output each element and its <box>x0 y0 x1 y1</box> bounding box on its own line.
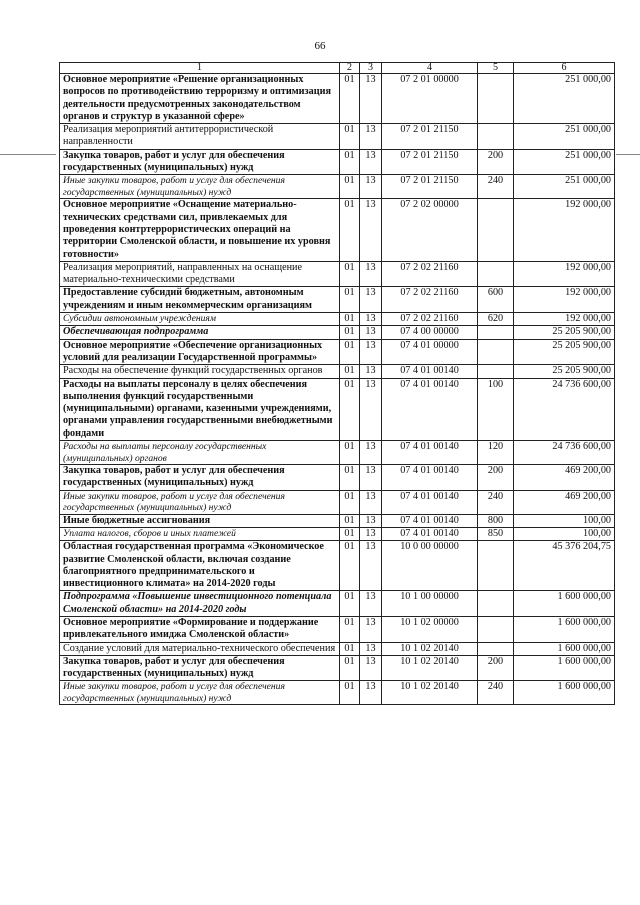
row-expense-type <box>478 124 514 150</box>
row-subsection: 13 <box>360 514 382 527</box>
row-amount: 469 200,00 <box>514 465 615 491</box>
row-target-code: 07 2 02 21160 <box>382 261 478 287</box>
row-section: 01 <box>340 124 360 150</box>
row-section: 01 <box>340 175 360 199</box>
table-row <box>60 591 615 617</box>
row-expense-type <box>478 642 514 655</box>
row-subsection: 13 <box>360 441 382 465</box>
table-row <box>60 681 615 705</box>
row-section: 01 <box>340 339 360 365</box>
table-row <box>60 339 615 365</box>
row-target-code: 07 4 01 00140 <box>382 527 478 540</box>
row-amount: 251 000,00 <box>514 175 615 199</box>
row-target-code: 07 4 01 00140 <box>382 465 478 491</box>
row-name: Закупка товаров, работ и услуг для обеспечения государственных (муниципальных) нужд <box>60 465 340 491</box>
row-name: Реализация мероприятий антитеррористической направленности <box>60 124 340 150</box>
row-name: Областная государственная программа «Экономическое развитие Смоленской области, включая создание благоприятного предпринимательского и инвестиционного климата» на 2014-2020 годы <box>60 541 340 591</box>
row-name: Иные закупки товаров, работ и услуг для обеспечения государственных (муниципальных) нужд <box>60 681 340 705</box>
row-target-code: 07 2 02 21160 <box>382 287 478 313</box>
row-expense-type <box>478 74 514 124</box>
row-section: 01 <box>340 465 360 491</box>
table-row <box>60 287 615 313</box>
scan-artifact-right <box>616 154 640 155</box>
row-name: Иные бюджетные ассигнования <box>60 514 340 527</box>
table-row <box>60 175 615 199</box>
row-name: Иные закупки товаров, работ и услуг для обеспечения государственных (муниципальных) нужд <box>60 490 340 514</box>
row-expense-type: 200 <box>478 655 514 681</box>
row-name: Предоставление субсидий бюджетным, автономным учреждениям и иным некоммерческим организациям <box>60 287 340 313</box>
row-expense-type <box>478 199 514 261</box>
row-subsection: 13 <box>360 313 382 326</box>
row-section: 01 <box>340 490 360 514</box>
row-amount: 1 600 000,00 <box>514 591 615 617</box>
row-target-code: 10 0 00 00000 <box>382 541 478 591</box>
table-row <box>60 655 615 681</box>
row-amount: 25 205 900,00 <box>514 339 615 365</box>
row-section: 01 <box>340 441 360 465</box>
row-name: Расходы на выплаты персоналу государственных (муниципальных) органов <box>60 441 340 465</box>
row-target-code: 07 4 01 00140 <box>382 441 478 465</box>
row-section: 01 <box>340 591 360 617</box>
row-section: 01 <box>340 261 360 287</box>
row-name: Субсидии автономным учреждениям <box>60 313 340 326</box>
table-row <box>60 541 615 591</box>
row-expense-type: 240 <box>478 490 514 514</box>
row-amount: 25 205 900,00 <box>514 326 615 339</box>
row-subsection: 13 <box>360 465 382 491</box>
row-name: Создание условий для материально-технического обеспечения <box>60 642 340 655</box>
row-amount: 192 000,00 <box>514 313 615 326</box>
row-section: 01 <box>340 616 360 642</box>
row-amount: 25 205 900,00 <box>514 365 615 378</box>
row-target-code: 07 2 02 00000 <box>382 199 478 261</box>
row-subsection: 13 <box>360 642 382 655</box>
table-row <box>60 514 615 527</box>
row-expense-type <box>478 591 514 617</box>
row-target-code: 10 1 02 20140 <box>382 642 478 655</box>
row-subsection: 13 <box>360 681 382 705</box>
row-subsection: 13 <box>360 527 382 540</box>
table-row <box>60 527 615 540</box>
table-row <box>60 313 615 326</box>
row-amount: 45 376 204,75 <box>514 541 615 591</box>
budget-table <box>59 62 615 705</box>
row-target-code: 07 4 01 00140 <box>382 378 478 440</box>
row-section: 01 <box>340 514 360 527</box>
row-subsection: 13 <box>360 541 382 591</box>
row-target-code: 07 2 01 21150 <box>382 124 478 150</box>
table-row <box>60 199 615 261</box>
table-body <box>60 74 615 705</box>
table-row <box>60 616 615 642</box>
row-expense-type: 200 <box>478 465 514 491</box>
header-col-3: 3 <box>360 63 382 74</box>
header-col-5: 5 <box>478 63 514 74</box>
row-section: 01 <box>340 365 360 378</box>
row-expense-type: 240 <box>478 175 514 199</box>
table-row <box>60 378 615 440</box>
row-subsection: 13 <box>360 149 382 175</box>
row-name: Основное мероприятие «Формирование и поддержание привлекательного имиджа Смоленской области» <box>60 616 340 642</box>
row-subsection: 13 <box>360 326 382 339</box>
row-amount: 1 600 000,00 <box>514 616 615 642</box>
row-target-code: 07 2 02 21160 <box>382 313 478 326</box>
row-name: Основное мероприятие «Оснащение материально-технических средствами сил, привлекаемых для проведения контртеррористических операций на территории Смоленской области, и повышение их уровня готовности» <box>60 199 340 261</box>
row-target-code: 07 4 01 00140 <box>382 514 478 527</box>
row-expense-type: 240 <box>478 681 514 705</box>
row-subsection: 13 <box>360 365 382 378</box>
row-name: Основное мероприятие «Решение организационных вопросов по противодействию терроризму и оптимизация деятельности предусмотренных законодательством органов и структур в указанной сфере» <box>60 74 340 124</box>
row-amount: 192 000,00 <box>514 261 615 287</box>
row-section: 01 <box>340 378 360 440</box>
row-target-code: 07 2 01 21150 <box>382 149 478 175</box>
table-row <box>60 261 615 287</box>
row-name: Подпрограмма «Повышение инвестиционного потенциала Смоленской области» на 2014-2020 годы <box>60 591 340 617</box>
row-amount: 251 000,00 <box>514 124 615 150</box>
row-subsection: 13 <box>360 339 382 365</box>
row-name: Иные закупки товаров, работ и услуг для обеспечения государственных (муниципальных) нужд <box>60 175 340 199</box>
row-amount: 1 600 000,00 <box>514 642 615 655</box>
row-amount: 24 736 600,00 <box>514 441 615 465</box>
row-expense-type <box>478 339 514 365</box>
row-amount: 100,00 <box>514 514 615 527</box>
row-name: Расходы на обеспечение функций государственных органов <box>60 365 340 378</box>
row-expense-type: 120 <box>478 441 514 465</box>
row-expense-type: 600 <box>478 287 514 313</box>
table-row <box>60 124 615 150</box>
row-expense-type <box>478 616 514 642</box>
row-subsection: 13 <box>360 655 382 681</box>
row-amount: 1 600 000,00 <box>514 681 615 705</box>
table-row <box>60 490 615 514</box>
row-name: Реализация мероприятий, направленных на оснащение материально-техническими средствами <box>60 261 340 287</box>
row-subsection: 13 <box>360 378 382 440</box>
row-subsection: 13 <box>360 591 382 617</box>
row-subsection: 13 <box>360 616 382 642</box>
row-expense-type: 200 <box>478 149 514 175</box>
row-subsection: 13 <box>360 287 382 313</box>
row-amount: 251 000,00 <box>514 74 615 124</box>
row-target-code: 10 1 02 00000 <box>382 616 478 642</box>
row-target-code: 07 4 01 00000 <box>382 339 478 365</box>
scan-artifact-left <box>0 154 56 155</box>
row-section: 01 <box>340 313 360 326</box>
row-subsection: 13 <box>360 199 382 261</box>
row-name: Основное мероприятие «Обеспечение организационных условий для реализации Государственной программы» <box>60 339 340 365</box>
header-col-1: 1 <box>60 63 340 74</box>
row-amount: 1 600 000,00 <box>514 655 615 681</box>
row-target-code: 07 4 01 00140 <box>382 490 478 514</box>
row-amount: 192 000,00 <box>514 199 615 261</box>
row-section: 01 <box>340 541 360 591</box>
row-amount: 192 000,00 <box>514 287 615 313</box>
row-name: Обеспечивающая подпрограмма <box>60 326 340 339</box>
row-subsection: 13 <box>360 261 382 287</box>
row-section: 01 <box>340 74 360 124</box>
row-target-code: 10 1 02 20140 <box>382 655 478 681</box>
row-target-code: 07 2 01 00000 <box>382 74 478 124</box>
row-name: Закупка товаров, работ и услуг для обеспечения государственных (муниципальных) нужд <box>60 655 340 681</box>
page-number: 66 <box>314 40 326 52</box>
row-subsection: 13 <box>360 124 382 150</box>
row-section: 01 <box>340 681 360 705</box>
row-section: 01 <box>340 287 360 313</box>
row-name: Закупка товаров, работ и услуг для обеспечения государственных (муниципальных) нужд <box>60 149 340 175</box>
table-row <box>60 149 615 175</box>
row-amount: 24 736 600,00 <box>514 378 615 440</box>
row-subsection: 13 <box>360 490 382 514</box>
row-target-code: 07 4 00 00000 <box>382 326 478 339</box>
row-section: 01 <box>340 199 360 261</box>
row-expense-type <box>478 541 514 591</box>
row-name: Уплата налогов, сборов и иных платежей <box>60 527 340 540</box>
row-expense-type <box>478 326 514 339</box>
table-row <box>60 642 615 655</box>
header-col-4: 4 <box>382 63 478 74</box>
row-amount: 251 000,00 <box>514 149 615 175</box>
row-section: 01 <box>340 655 360 681</box>
row-amount: 469 200,00 <box>514 490 615 514</box>
row-expense-type: 800 <box>478 514 514 527</box>
table-row <box>60 326 615 339</box>
row-section: 01 <box>340 527 360 540</box>
row-target-code: 10 1 02 20140 <box>382 681 478 705</box>
table-row <box>60 365 615 378</box>
row-amount: 100,00 <box>514 527 615 540</box>
header-col-6: 6 <box>514 63 615 74</box>
table-row <box>60 74 615 124</box>
table-row <box>60 441 615 465</box>
row-name: Расходы на выплаты персоналу в целях обеспечения выполнения функций государственными (муниципальными) органами, казенными учреждениями, органами управления государственными внебюджетными фондами <box>60 378 340 440</box>
row-expense-type: 850 <box>478 527 514 540</box>
row-target-code: 10 1 00 00000 <box>382 591 478 617</box>
row-expense-type: 100 <box>478 378 514 440</box>
row-subsection: 13 <box>360 74 382 124</box>
header-row <box>60 63 615 74</box>
row-subsection: 13 <box>360 175 382 199</box>
header-col-2: 2 <box>340 63 360 74</box>
table-row <box>60 465 615 491</box>
row-expense-type <box>478 261 514 287</box>
row-target-code: 07 2 01 21150 <box>382 175 478 199</box>
row-section: 01 <box>340 149 360 175</box>
row-expense-type: 620 <box>478 313 514 326</box>
row-expense-type <box>478 365 514 378</box>
row-section: 01 <box>340 642 360 655</box>
row-section: 01 <box>340 326 360 339</box>
row-target-code: 07 4 01 00140 <box>382 365 478 378</box>
